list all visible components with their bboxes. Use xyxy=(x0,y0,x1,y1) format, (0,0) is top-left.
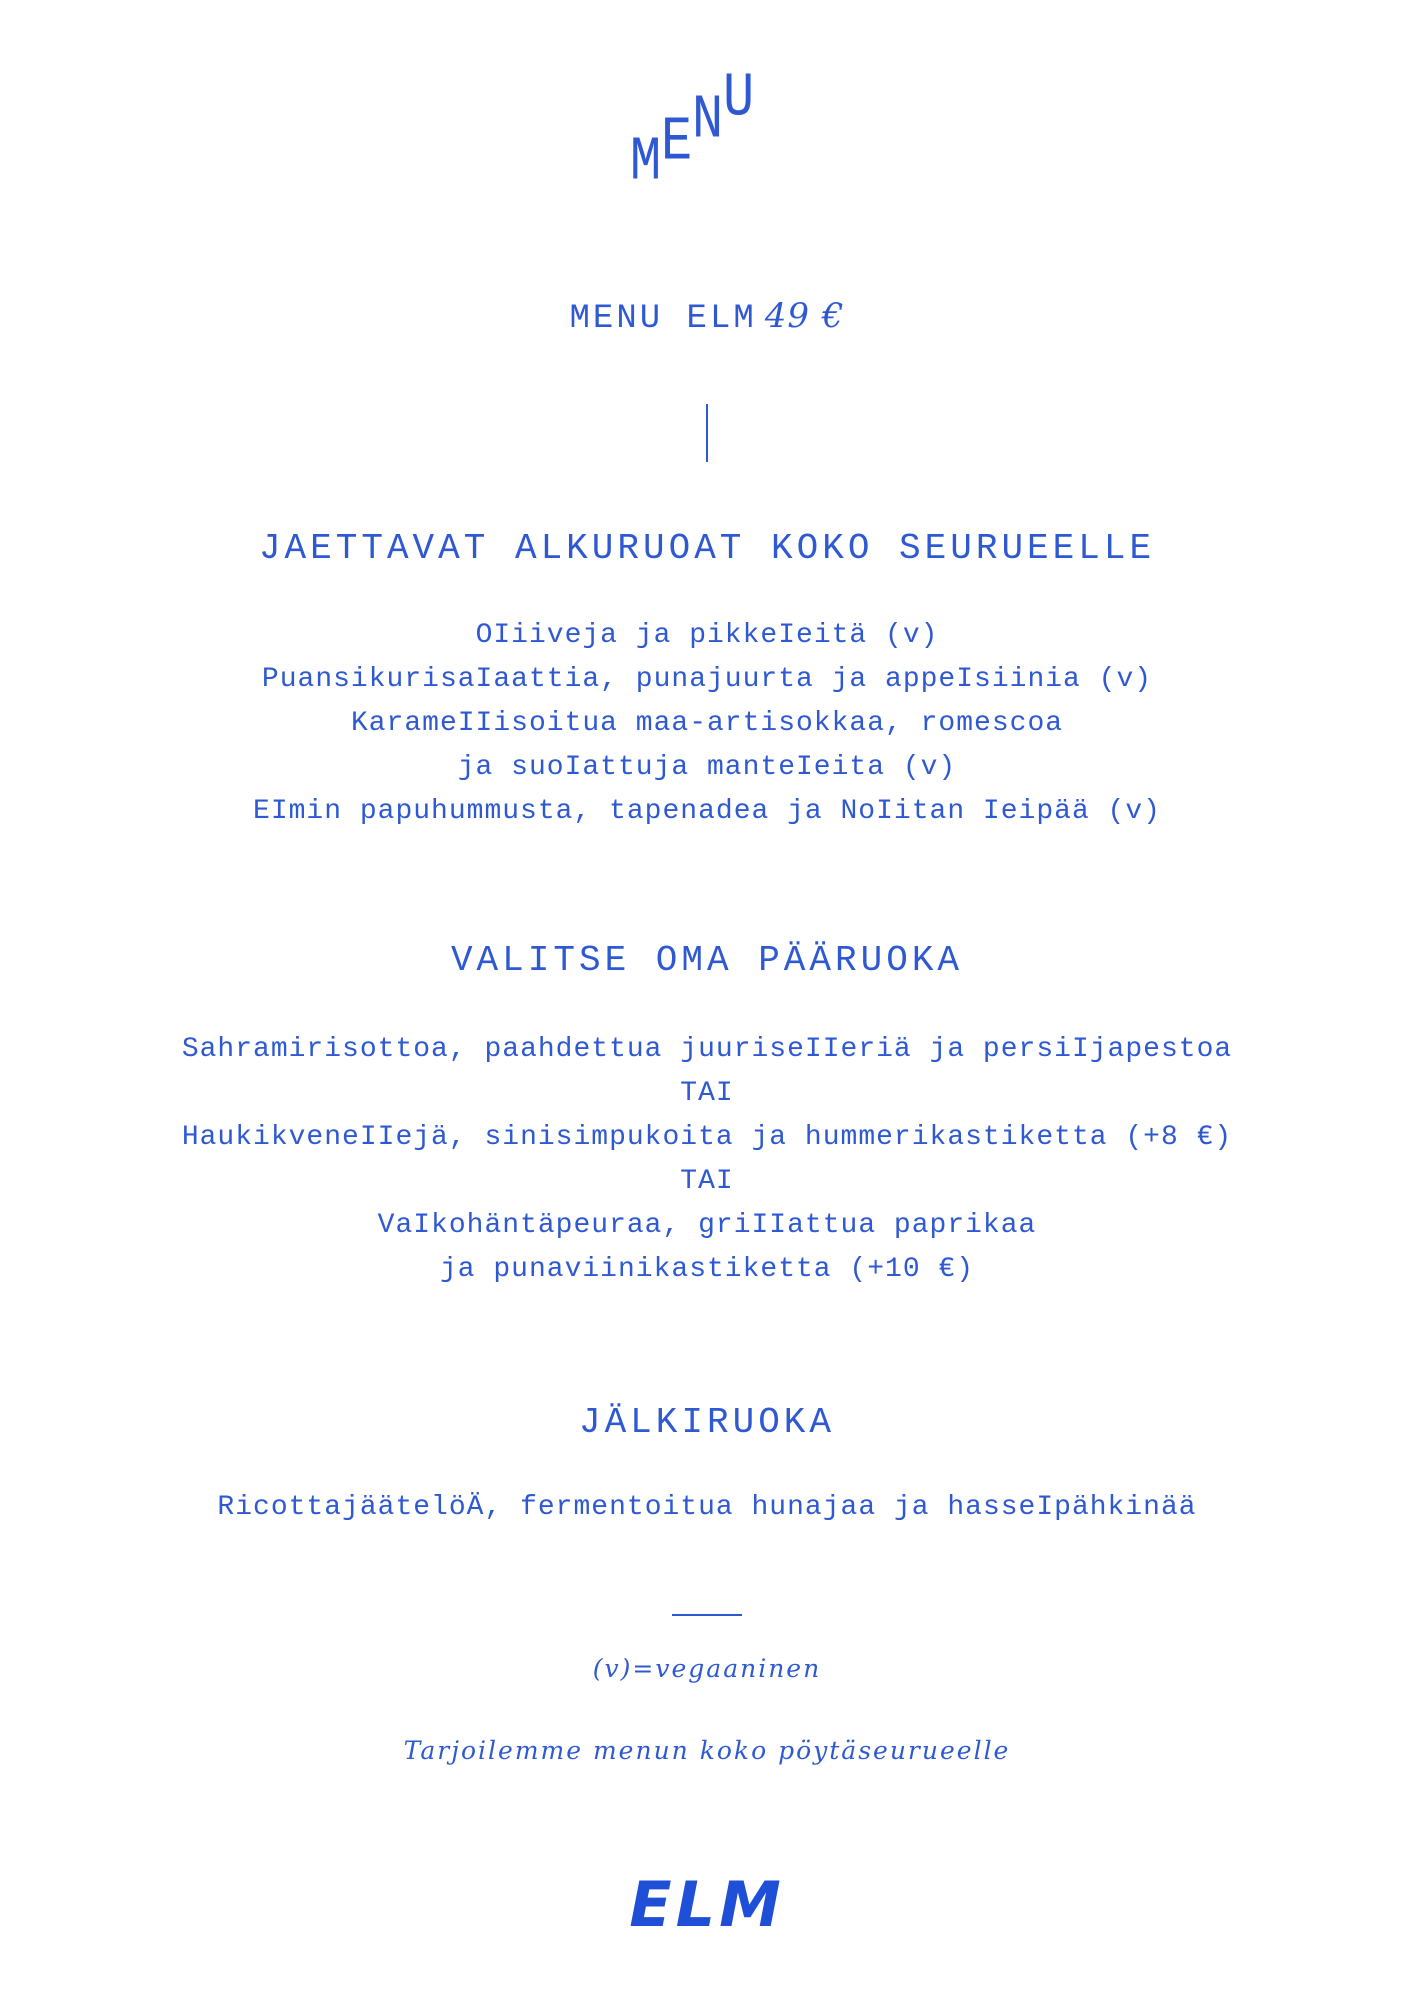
menu-item-separator: TAI xyxy=(680,1166,734,1197)
horizontal-divider xyxy=(672,1614,742,1616)
section-title-dessert: JÄLKIRUOKA xyxy=(578,1402,836,1443)
menu-item: ja suoIattuja manteIeita (v) xyxy=(457,752,957,783)
menu-item: KarameIIisoitua maa-artisokkaa, romescoa xyxy=(350,708,1064,739)
vegan-footnote: (v)=vegaaninen xyxy=(592,1654,822,1683)
brand-logo: ELM xyxy=(629,1868,785,1941)
menu-price: 49 € xyxy=(764,296,845,336)
serving-note: Tarjoilemme menun koko pöytäseurueelle xyxy=(403,1736,1011,1765)
menu-logo xyxy=(630,62,790,212)
menu-logo-letter: U xyxy=(723,62,755,134)
menu-item: VaIkohäntäpeuraa, griIIattua paprikaa xyxy=(377,1210,1037,1241)
section-items-dessert xyxy=(0,1486,1414,1530)
menu-item-separator: TAI xyxy=(680,1078,734,1109)
menu-item: ja punaviinikastiketta (+10 €) xyxy=(439,1254,975,1285)
menu-logo-letter: M xyxy=(630,126,662,198)
menu-logo-letter: E xyxy=(661,106,693,178)
section-items-starters xyxy=(0,614,1414,834)
section-items-mains xyxy=(0,1028,1414,1292)
menu-item: HaukikveneIIejä, sinisimpukoita ja hummerikastiketta (+8 €) xyxy=(181,1122,1233,1153)
menu-item: PuansikurisaIaattia, punajuurta ja appeIsiinia (v) xyxy=(261,664,1153,695)
menu-item: RicottajäätelöÄ, fermentoitua hunajaa ja hasseIpähkinää xyxy=(217,1492,1197,1523)
menu-item: Sahramirisottoa, paahdettua juuriseIIeriä ja persiIjapestoa xyxy=(181,1034,1233,1065)
menu-item: OIiiveja ja pikkeIeitä (v) xyxy=(475,620,939,651)
menu-item: EImin papuhummusta, tapenadea ja NoIitan Ieipää (v) xyxy=(253,796,1161,827)
menu-logo-letter: N xyxy=(692,84,724,156)
section-title-mains: VALITSE OMA PÄÄRUOKA xyxy=(450,940,964,981)
menu-title-line xyxy=(0,296,1414,338)
vertical-divider xyxy=(706,404,708,462)
section-title-starters: JAETTAVAT ALKURUOAT KOKO SEURUEELLE xyxy=(258,528,1156,569)
menu-title: MENU ELM xyxy=(569,300,757,338)
